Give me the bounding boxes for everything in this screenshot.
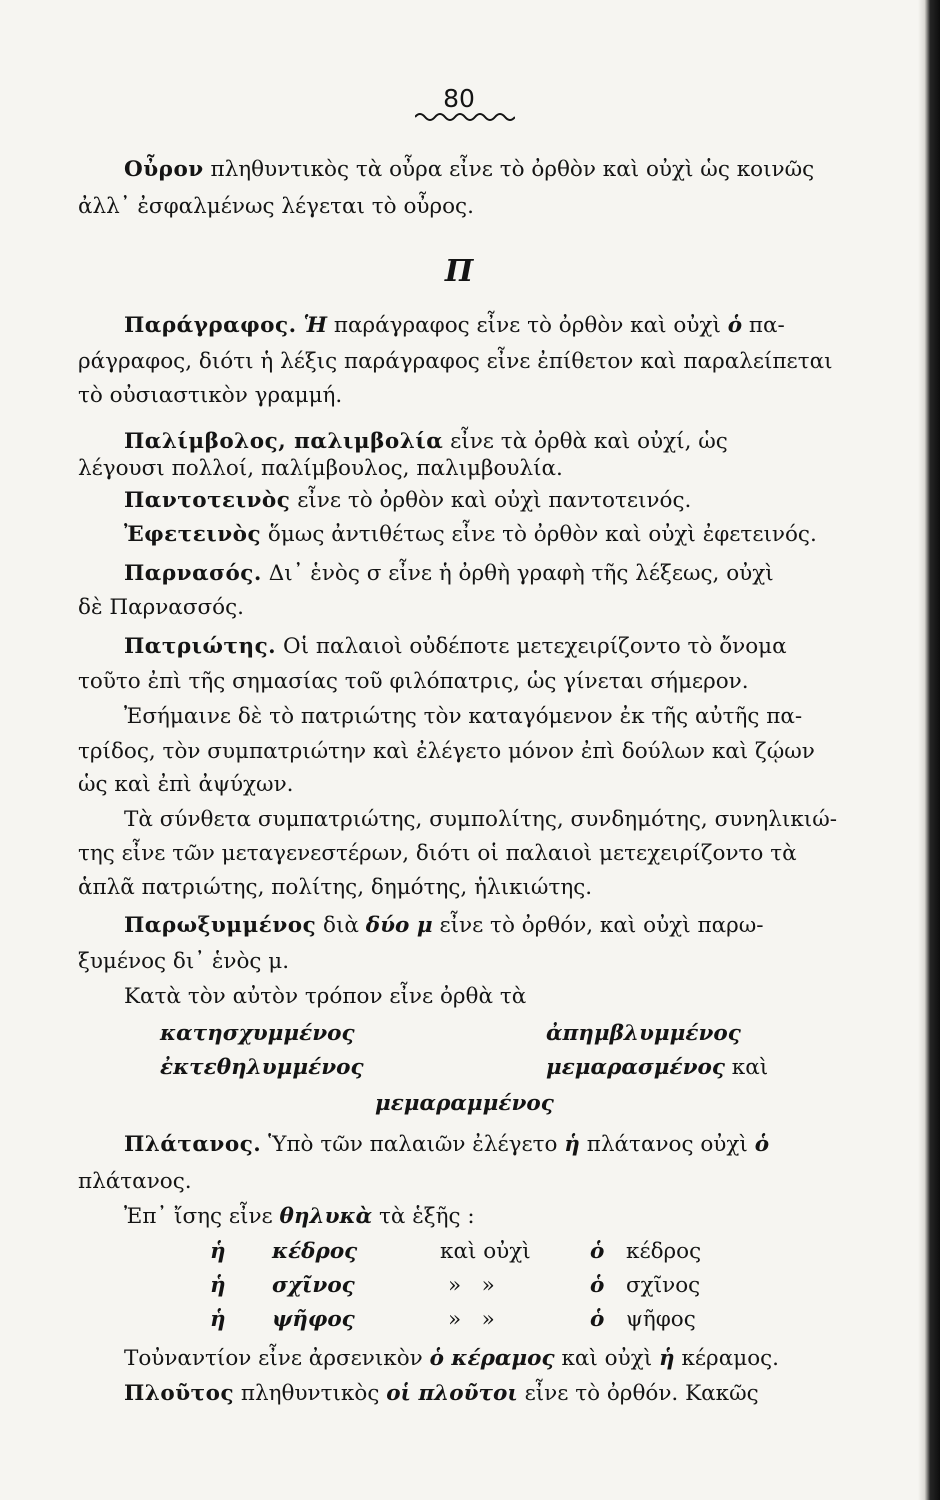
headword: Οὖρον (124, 157, 204, 182)
table-cell: ὁ (590, 1273, 605, 1298)
entry-paragraphos (124, 312, 785, 340)
word-list-item (546, 1054, 768, 1082)
table-cell: ὁ (590, 1307, 605, 1332)
entry-platanos (124, 1131, 769, 1159)
text-line (124, 1345, 779, 1373)
text: Δι᾽ ἑνὸς σ εἶνε ἡ ὀρθὴ γραφὴ τῆς λέξεως, οὐχὶ (268, 561, 774, 586)
headword: Πατριώτης. (124, 634, 277, 659)
text: κέραμος. (681, 1346, 780, 1371)
text: εἶνε τὸ ὀρθόν, καὶ οὐχὶ παρω- (439, 913, 764, 938)
word-list-item: ἀπημβλυμμένος (546, 1021, 741, 1046)
text: ὅμως ἀντιθέτως εἶνε τὸ ὀρθὸν καὶ οὐχὶ ἐφετεινός. (267, 522, 817, 547)
text: εἶνε τὸ ὀρθόν. Κακῶς (524, 1381, 759, 1406)
table-cell: » » (448, 1307, 495, 1332)
headword: Παρνασός. (124, 561, 262, 586)
emphasis: ὁ (727, 313, 743, 338)
text-line: ἀλλ᾽ ἐσφαλμένως λέγεται τὸ οὖρος. (78, 194, 474, 219)
emphasis: ὁ (754, 1132, 770, 1157)
section-letter: Π (444, 254, 474, 289)
entry-ouron (124, 156, 814, 184)
text-line: πλάτανος. (78, 1169, 192, 1194)
page-number: 80 (443, 84, 475, 113)
text-line (124, 1203, 475, 1231)
emphasis: ἡ (564, 1132, 580, 1157)
word-list-item: κατησχυμμένος (160, 1021, 355, 1046)
text-line: της εἶνε τῶν μεταγενεστέρων, διότι οἱ παλαιοὶ μετεχειρίζοντο τὰ (78, 841, 797, 866)
text: εἶνε τὰ ὀρθὰ καὶ οὐχί, ὡς (450, 429, 728, 454)
word-list-item: μεμαραμμένος (375, 1091, 554, 1116)
text-line: τοῦτο ἐπὶ τῆς σημασίας τοῦ φιλόπατρις, ὡς γίνεται σήμερον. (78, 669, 749, 694)
text-line: Ἐσήμαινε δὲ τὸ πατριώτης τὸν καταγόμενον ἐκ τῆς αὐτῆς πα- (124, 704, 803, 729)
text-line: ξυμένος δι᾽ ἑνὸς μ. (78, 949, 290, 974)
ornament-wavy-rule (415, 111, 515, 123)
headword: Πλάτανος. (124, 1132, 262, 1157)
table-cell: σχῖνος (272, 1273, 355, 1298)
emphasis: δύο μ (365, 913, 433, 938)
table-cell: κέδρος (272, 1239, 358, 1264)
text: Ὑπὸ τῶν παλαιῶν ἐλέγετο (268, 1132, 558, 1157)
emphasis: οἱ πλοῦτοι (386, 1381, 518, 1406)
table-cell: ψῆφος (626, 1307, 696, 1332)
headword: Ἐφετεινὸς (124, 522, 262, 547)
emphasis: ὁ κέραμος (429, 1346, 555, 1371)
text: καὶ (731, 1055, 769, 1080)
text: καὶ οὐχὶ (561, 1346, 653, 1371)
text: Τοὐναντίον εἶνε ἀρσενικὸν (124, 1346, 423, 1371)
headword: Παντοτεινὸς (124, 488, 291, 513)
text-line: ὡς καὶ ἐπὶ ἀψύχων. (78, 772, 294, 797)
table-cell: ἡ (210, 1239, 226, 1264)
text-line: τὸ οὐσιαστικὸν γραμμή. (78, 383, 343, 408)
table-cell: κέδρος (626, 1239, 702, 1264)
emphasis: θηλυκὰ (279, 1204, 373, 1229)
entry-pantoteinos (124, 487, 691, 515)
entry-paroxymmenos (124, 912, 764, 940)
emphasis: ἡ (659, 1346, 675, 1371)
table-cell: σχῖνος (626, 1273, 701, 1298)
headword: Παλίμβολος, παλιμβολία (124, 429, 444, 454)
text-line: δὲ Παρνασσός. (78, 595, 244, 620)
text: διὰ (323, 913, 359, 938)
table-cell: ἡ (210, 1307, 226, 1332)
entry-parnasos (124, 560, 774, 588)
table-cell: ψῆφος (272, 1307, 355, 1332)
text: Ἐπ᾽ ἴσης εἶνε (124, 1204, 273, 1229)
entry-efeteinos (124, 521, 817, 549)
word: μεμαρασμένος (546, 1055, 725, 1080)
emphasis: Ἡ (303, 313, 327, 338)
text-line: ράγραφος, διότι ἡ λέξις παράγραφος εἶνε ἐπίθετον καὶ παραλείπεται (78, 349, 833, 374)
text: πα- (748, 313, 785, 338)
text: εἶνε τὸ ὀρθὸν καὶ οὐχὶ παντοτεινός. (297, 488, 692, 513)
text: παράγραφος εἶνε τὸ ὀρθὸν καὶ οὐχὶ (333, 313, 721, 338)
text-line: Κατὰ τὸν αὐτὸν τρόπον εἶνε ὀρθὰ τὰ (124, 984, 527, 1009)
table-cell: » » (448, 1273, 495, 1298)
text: πληθυντικὸς τὰ οὖρα εἶνε τὸ ὀρθὸν καὶ οὐχὶ ὡς κοινῶς (210, 157, 815, 182)
text: τὰ ἑξῆς : (379, 1204, 475, 1229)
text-line: ἁπλᾶ πατριώτης, πολίτης, δημότης, ἡλικιώτης. (78, 875, 593, 900)
text-line: Τὰ σύνθετα συμπατριώτης, συμπολίτης, συνδημότης, συνηλικιώ- (124, 807, 837, 832)
table-cell: ἡ (210, 1273, 226, 1298)
text: πληθυντικὸς (240, 1381, 380, 1406)
headword: Πλοῦτος (124, 1381, 235, 1406)
text: Οἱ παλαιοὶ οὐδέποτε μετεχειρίζοντο τὸ ὄνομα (283, 634, 787, 659)
headword: Παρωξυμμένος (124, 913, 317, 938)
entry-patriotis (124, 633, 787, 661)
text-line: τρίδος, τὸν συμπατριώτην καὶ ἐλέγετο μόνον ἐπὶ δούλων καὶ ζῴων (78, 739, 815, 764)
table-cell: καὶ οὐχὶ (440, 1239, 531, 1264)
entry-ploutos (124, 1380, 759, 1408)
entry-palimbolos (124, 428, 728, 456)
text: πλάτανος οὐχὶ (586, 1132, 748, 1157)
table-cell: ὁ (590, 1239, 605, 1264)
word-list-item: ἐκτεθηλυμμένος (160, 1055, 364, 1080)
text-line: λέγουσι πολλοί, παλίμβουλος, παλιμβουλία. (78, 456, 563, 481)
book-spine-shadow (918, 0, 940, 1500)
headword: Παράγραφος. (124, 313, 297, 338)
